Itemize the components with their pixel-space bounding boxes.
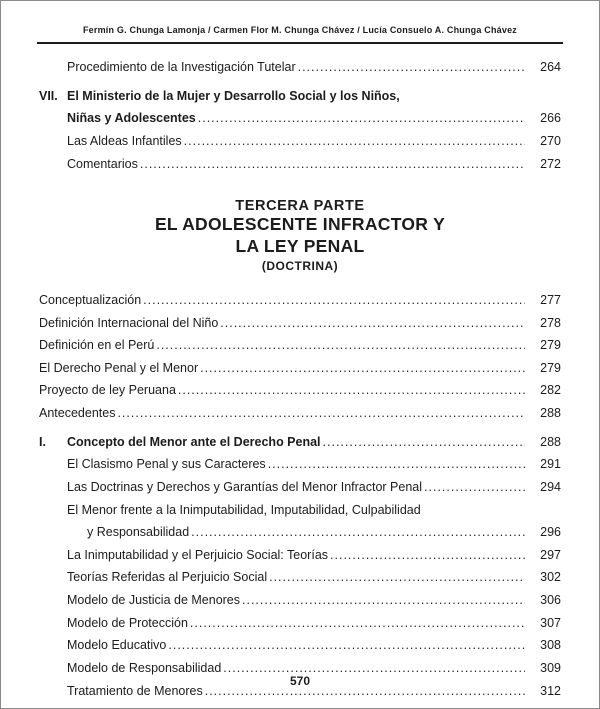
toc-entry-label: Modelo de Protección <box>67 615 188 630</box>
dot-leader <box>323 435 525 451</box>
dot-leader <box>117 406 525 422</box>
toc-entry <box>39 383 561 399</box>
toc-entry-label: Modelo Educativo <box>67 638 167 653</box>
toc-entry <box>39 338 561 354</box>
part-title <box>1 198 599 273</box>
toc-entry-label: Teorías Referidas al Perjuicio Social <box>67 570 268 585</box>
toc-entry-number: I. <box>39 434 46 449</box>
toc-page-number: 279 <box>540 360 561 375</box>
toc-page-number: 312 <box>540 683 561 698</box>
toc-entry-label: Niñas y Adolescentes <box>67 111 196 126</box>
toc-entry-label: y Responsabilidad <box>87 525 190 540</box>
toc-entry <box>39 293 561 309</box>
toc-page-number: 288 <box>540 406 561 420</box>
toc-entry <box>39 316 561 332</box>
part-title-subtitle: (DOCTRINA) <box>261 258 339 273</box>
dot-leader <box>178 383 525 399</box>
toc-page-number: 278 <box>540 315 561 330</box>
toc-entry-label: Definición en el Perú <box>39 338 155 353</box>
toc-entry-label: Tratamiento de Menores <box>67 683 203 698</box>
running-header <box>1 1 599 44</box>
toc-page-number: 302 <box>540 570 561 585</box>
toc-page-number: 270 <box>540 133 561 148</box>
dot-leader <box>190 616 525 632</box>
part-title-kicker: TERCERA PARTE <box>235 198 365 215</box>
dot-leader <box>330 548 525 564</box>
dot-leader <box>198 111 525 127</box>
toc-entry-label: Las Aldeas Infantiles <box>67 133 182 148</box>
toc-entry-text <box>67 89 561 127</box>
toc-entry <box>39 593 561 609</box>
dot-leader <box>268 457 525 473</box>
toc-page-number: 308 <box>540 638 561 653</box>
toc-entry <box>39 435 561 451</box>
toc-page-number: 279 <box>540 338 561 353</box>
toc-entry <box>39 134 561 150</box>
toc-page-number: 307 <box>540 615 561 630</box>
dot-leader <box>298 60 525 76</box>
part-title-main-line2: LA LEY PENAL <box>235 236 365 256</box>
toc-page-number: 272 <box>540 156 561 171</box>
toc-entry-label: Comentarios <box>67 156 138 171</box>
header-rule <box>37 42 563 44</box>
toc-entry-label: Modelo de Responsabilidad <box>67 660 222 675</box>
toc-entry-label: El Clasismo Penal y sus Caracteres <box>67 457 266 472</box>
toc-page-number: 297 <box>540 547 561 562</box>
toc-page-number: 291 <box>540 457 561 472</box>
toc-entry <box>39 60 561 76</box>
toc-entry-line2 <box>67 111 561 127</box>
toc-page-number: 266 <box>540 111 561 126</box>
dot-leader <box>191 525 525 541</box>
dot-leader <box>143 293 525 309</box>
toc-entry-label: Antecedentes <box>39 406 116 420</box>
toc-entry-label: Proyecto de ley Peruana <box>39 383 176 398</box>
toc-entry-number: VII. <box>39 88 58 103</box>
toc-entry-label: Conceptualización <box>39 292 142 307</box>
dot-leader <box>200 361 525 377</box>
dot-leader <box>156 338 525 354</box>
toc-entry-label: Procedimiento de la Investigación Tutelar <box>67 60 296 74</box>
toc-entry <box>39 157 561 173</box>
toc-entry-line2 <box>67 525 561 541</box>
toc-entry <box>39 638 561 654</box>
toc-entry-label: La Inimputabilidad y el Perjuicio Social: Teorías <box>67 547 329 562</box>
toc-entry <box>39 503 561 541</box>
toc-entry <box>39 457 561 473</box>
dot-leader <box>424 480 525 496</box>
toc-entry <box>39 480 561 496</box>
toc-page-number: 277 <box>540 292 561 307</box>
folio-page-number: 570 <box>289 674 311 688</box>
toc-entry <box>39 570 561 586</box>
dot-leader <box>168 638 525 654</box>
toc-page-number: 309 <box>540 660 561 675</box>
toc-entry-label: El Ministerio de la Mujer y Desarrollo Social y los Niños, <box>67 88 400 103</box>
toc-entry-label: Definición Internacional del Niño <box>39 315 219 330</box>
part-title-main-line1: EL ADOLESCENTE INFRACTOR Y <box>154 214 446 235</box>
toc-page-number: 282 <box>540 383 561 398</box>
dot-leader <box>242 593 525 609</box>
toc-page-number: 264 <box>540 60 561 74</box>
toc-entry <box>39 361 561 377</box>
toc-entry-label: El Derecho Penal y el Menor <box>39 360 199 375</box>
dot-leader <box>140 157 525 173</box>
authors-line: Fermín G. Chunga Lamonja / Carmen Flor M. Chunga Chávez / Lucía Consuelo A. Chunga Chávez <box>82 25 517 35</box>
toc-section-top <box>39 60 561 172</box>
dot-leader <box>184 134 525 150</box>
toc-entry <box>39 616 561 632</box>
toc-page-number: 294 <box>540 479 561 494</box>
toc-page-number: 288 <box>540 434 561 449</box>
toc-entry-label: Concepto del Menor ante el Derecho Penal <box>67 434 321 449</box>
toc-entry <box>39 89 561 127</box>
dot-leader <box>269 570 525 586</box>
toc-section-main <box>39 293 561 699</box>
dot-leader <box>220 316 525 332</box>
toc-entry <box>39 406 561 422</box>
toc-entry-label: Las Doctrinas y Derechos y Garantías del Menor Infractor Penal <box>67 479 423 494</box>
toc-entry-label: Modelo de Justicia de Menores <box>67 593 241 607</box>
toc-page-number: 306 <box>540 593 561 607</box>
toc-entry-label: El Menor frente a la Inimputabilidad, Imputabilidad, Culpabilidad <box>67 502 421 517</box>
toc-entry <box>39 548 561 564</box>
toc-entry-text <box>67 503 561 541</box>
toc-page-number: 296 <box>540 525 561 540</box>
